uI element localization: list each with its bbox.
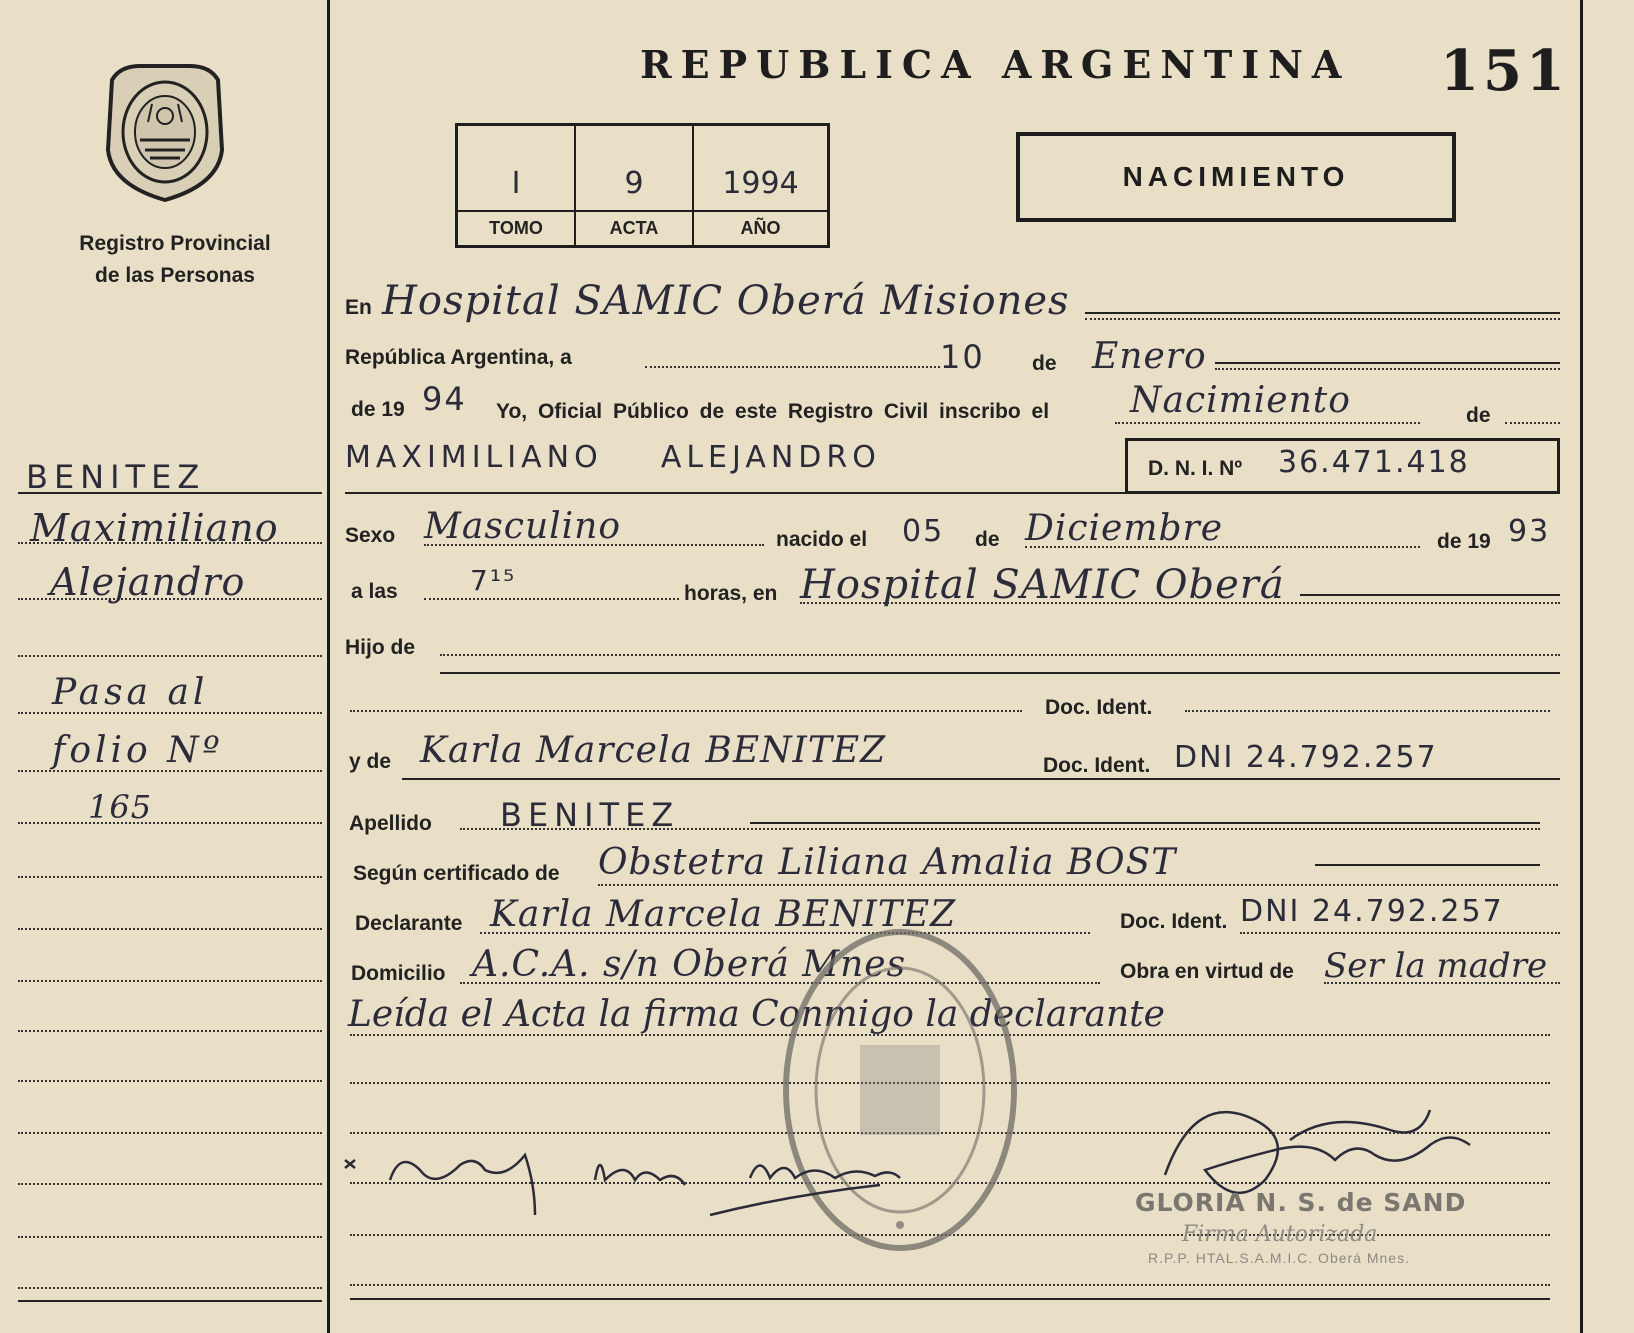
registry-line2: de las Personas <box>95 264 255 287</box>
hijo-label: Hijo de <box>345 636 416 659</box>
registry-name <box>40 228 310 292</box>
margin-rule <box>18 1300 322 1302</box>
anio-cell <box>694 126 827 245</box>
birth-hour: 7¹⁵ <box>470 564 517 597</box>
bottom-rule <box>350 1298 1550 1300</box>
margin-first-name: Maximiliano <box>30 506 279 550</box>
de19-label2: de 19 <box>1437 530 1491 553</box>
republica-dots <box>645 366 940 368</box>
birth-month-dots <box>1025 546 1420 548</box>
hour-dots <box>424 598 679 600</box>
inscribe-dots <box>1115 422 1420 424</box>
segun-value: Obstetra Liliana Amalia BOST <box>598 842 1177 883</box>
margin-note-line1: Pasa al <box>52 672 209 713</box>
en-label: En <box>345 296 372 319</box>
margin-rule <box>18 1287 322 1289</box>
inscribe-value: Nacimiento <box>1130 380 1351 421</box>
apellido-dots <box>460 828 1540 830</box>
mother-doc: DNI 24.792.257 <box>1174 740 1438 775</box>
acta-label: ACTA <box>609 218 659 238</box>
segun-dots <box>598 884 1558 886</box>
sexo-value: Masculino <box>424 506 622 547</box>
nacido-label: nacido el <box>776 528 868 551</box>
official-signature-icon <box>1165 1110 1470 1193</box>
obra-label: Obra en virtud de <box>1120 960 1294 983</box>
apellido-line <box>750 822 1540 824</box>
de-label2: de <box>1466 404 1491 427</box>
acta-value: 9 <box>624 166 644 201</box>
declarante-doc-dots <box>1240 932 1560 934</box>
declarante-value: Karla Marcela BENITEZ <box>490 894 957 935</box>
de2-dots <box>1505 422 1560 424</box>
anio-label: AÑO <box>740 218 781 238</box>
registry-line1: Registro Provincial <box>79 232 271 255</box>
doc-ident-label2: Doc. Ident. <box>1043 754 1151 777</box>
birth-year-suffix: 93 <box>1508 514 1551 549</box>
month-dots <box>1215 368 1560 370</box>
apellido-value: BENITEZ <box>500 796 680 834</box>
margin-rule <box>18 655 322 657</box>
official-title: Firma Autorizada <box>1182 1222 1378 1247</box>
obra-dots <box>1324 982 1560 984</box>
a-las-label: a las <box>351 580 398 603</box>
en-dots <box>1085 318 1560 320</box>
dni-value: 36.471.418 <box>1278 445 1470 480</box>
declarante-label: Declarante <box>355 912 463 935</box>
birth-month: Diciembre <box>1025 508 1224 549</box>
margin-rule <box>18 1132 322 1134</box>
doc-ident-label3: Doc. Ident. <box>1120 910 1228 933</box>
birth-place-line <box>1300 594 1560 596</box>
en-line <box>1085 312 1560 314</box>
provincial-seal-icon <box>100 60 230 205</box>
margin-surname: BENITEZ <box>26 458 206 496</box>
sexo-label: Sexo <box>345 524 396 547</box>
tomo-label: TOMO <box>489 218 543 238</box>
en-value: Hospital SAMIC Oberá Misiones <box>382 278 1070 324</box>
official-stamp-icon <box>780 925 1020 1255</box>
official-name: GLORIA N. S. de SAND <box>1135 1188 1467 1217</box>
birth-place-dots <box>800 602 1560 604</box>
doc-ident-label: Doc. Ident. <box>1045 696 1153 719</box>
margin-middle-name: Alejandro <box>50 560 246 604</box>
anio-value: 1994 <box>722 166 799 201</box>
hijo-line <box>440 672 1560 674</box>
horas-label: horas, en <box>684 582 778 605</box>
mother-name: Karla Marcela BENITEZ <box>420 730 887 771</box>
margin-rule <box>18 1080 322 1082</box>
dni-label: D. N. I. Nº <box>1148 457 1243 480</box>
margin-rule <box>18 980 322 982</box>
segun-line <box>1315 864 1540 866</box>
tomo-acta-anio-table <box>455 123 830 248</box>
remarks: Leída el Acta la firma Conmigo la declarante <box>348 994 1165 1035</box>
tomo-cell <box>458 126 576 245</box>
y-de-label: y de <box>349 750 392 773</box>
document-title: REPUBLICA ARGENTINA <box>640 42 1351 87</box>
republica-label: República Argentina, a <box>345 346 572 369</box>
left-margin-border <box>327 0 330 1333</box>
domicilio-label: Domicilio <box>351 962 446 985</box>
month-line <box>1215 362 1560 364</box>
acta-cell <box>576 126 694 245</box>
segun-label: Según certificado de <box>353 862 560 885</box>
official-label: Yo, Oficial Público de este Registro Civil inscribo el <box>496 400 1050 423</box>
dni-box <box>1125 438 1560 494</box>
right-border <box>1580 0 1583 1333</box>
father-dots <box>350 710 1022 712</box>
de-label3: de <box>975 528 1000 551</box>
tomo-value: I <box>511 166 521 201</box>
father-doc-dots <box>1185 710 1550 712</box>
de19-label: de 19 <box>351 398 405 421</box>
de-label: de <box>1032 352 1057 375</box>
hijo-dots <box>440 654 1560 656</box>
margin-rule <box>18 822 322 824</box>
folio-number: 151 <box>1440 38 1569 104</box>
margin-rule <box>18 1183 322 1185</box>
margin-rule <box>18 1236 322 1238</box>
child-name: MAXIMILIANO ALEJANDRO <box>345 440 881 475</box>
record-type-box: NACIMIENTO <box>1016 132 1456 222</box>
domicilio-value: A.C.A. s/n Oberá Mnes <box>472 944 907 985</box>
birth-place: Hospital SAMIC Oberá <box>800 562 1285 608</box>
birth-day: 05 <box>902 514 945 549</box>
margin-note-line2: folio Nº <box>52 730 224 771</box>
registration-day: 10 <box>940 338 985 376</box>
mother-line <box>402 778 1560 780</box>
margin-rule <box>18 1030 322 1032</box>
declarante-doc: DNI 24.792.257 <box>1240 894 1504 929</box>
margin-rule <box>18 876 322 878</box>
registration-year-suffix: 94 <box>422 380 467 418</box>
registration-month: Enero <box>1092 336 1207 377</box>
margin-note-line3: 165 <box>88 788 153 826</box>
margin-rule <box>18 928 322 930</box>
sexo-dots <box>424 544 764 546</box>
apellido-label: Apellido <box>349 812 432 835</box>
official-office: R.P.P. HTAL.S.A.M.I.C. Oberá Mnes. <box>1148 1250 1410 1266</box>
blank-line <box>350 1284 1550 1286</box>
obra-value: Ser la madre <box>1324 946 1548 986</box>
